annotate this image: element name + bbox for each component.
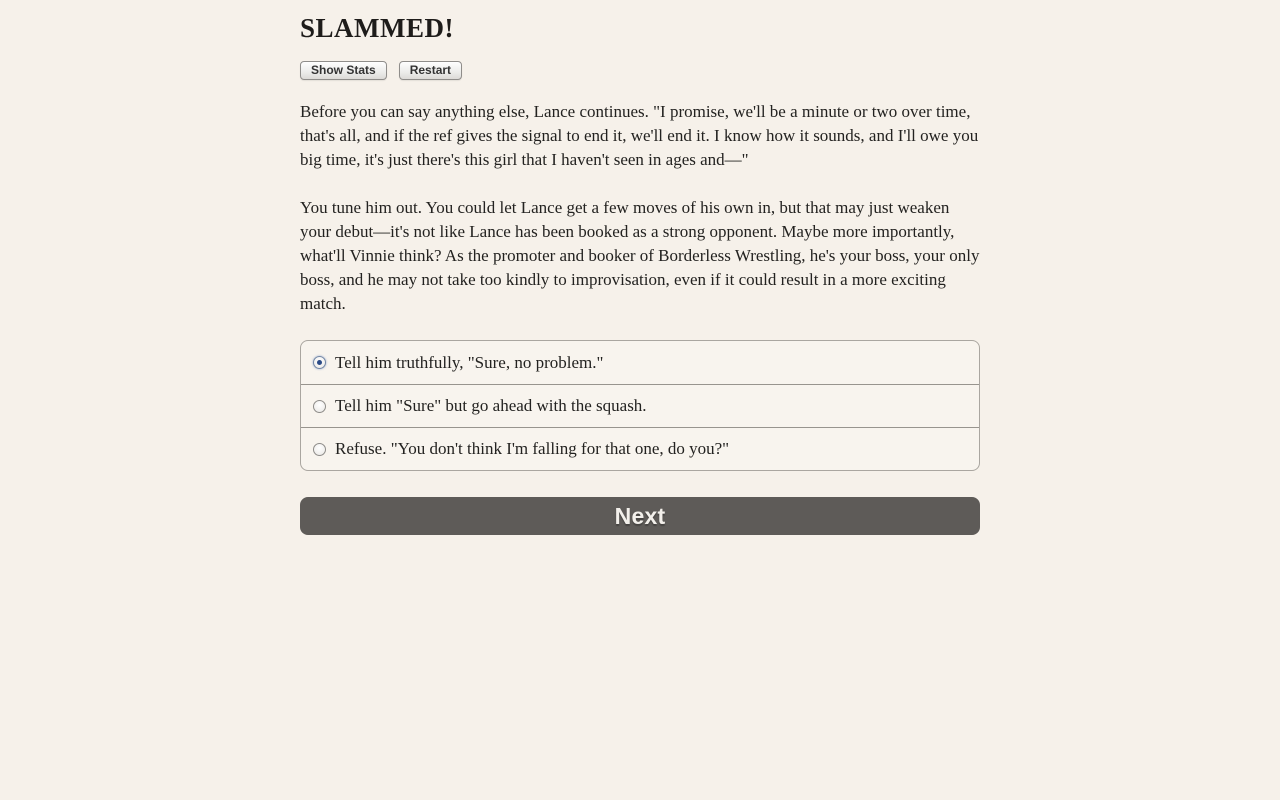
- choice-option-label: Refuse. "You don't think I'm falling for that one, do you?": [335, 439, 730, 458]
- choice-list: [300, 340, 980, 471]
- choice-option-label: Tell him "Sure" but go ahead with the squash.: [335, 396, 647, 415]
- story-text: [300, 100, 980, 316]
- choice-option-1[interactable]: [301, 341, 979, 384]
- radio-button-icon[interactable]: [313, 356, 326, 369]
- choice-option-2[interactable]: [301, 384, 979, 427]
- content-column: [300, 0, 980, 535]
- choice-option-3[interactable]: [301, 427, 979, 470]
- next-button[interactable]: Next: [300, 497, 980, 535]
- toolbar: [300, 61, 980, 80]
- choice-option-label: Tell him truthfully, "Sure, no problem.": [335, 352, 604, 372]
- radio-button-icon[interactable]: [313, 443, 326, 456]
- radio-button-icon[interactable]: [313, 400, 326, 413]
- restart-button[interactable]: Restart: [399, 61, 462, 80]
- show-stats-button[interactable]: Show Stats: [300, 61, 387, 80]
- story-paragraph: You tune him out. You could let Lance get a few moves of his own in, but that may just weaken your debut—it's not like Lance has been booked as a strong opponent. Maybe more importantly, what'll Vinnie think? As the promoter and booker of Borderless Wrestling, he's your boss, your only boss, and he may not take too kindly to improvisation, even if it could result in a more exciting match.: [300, 198, 980, 313]
- story-paragraph: Before you can say anything else, Lance continues. "I promise, we'll be a minute or two over time, that's all, and if the ref gives the signal to end it, we'll end it. I know how it sounds, and I'll owe you big time, it's just there's this girl that I haven't seen in ages and—": [300, 102, 979, 169]
- page-title: SLAMMED!: [300, 13, 454, 43]
